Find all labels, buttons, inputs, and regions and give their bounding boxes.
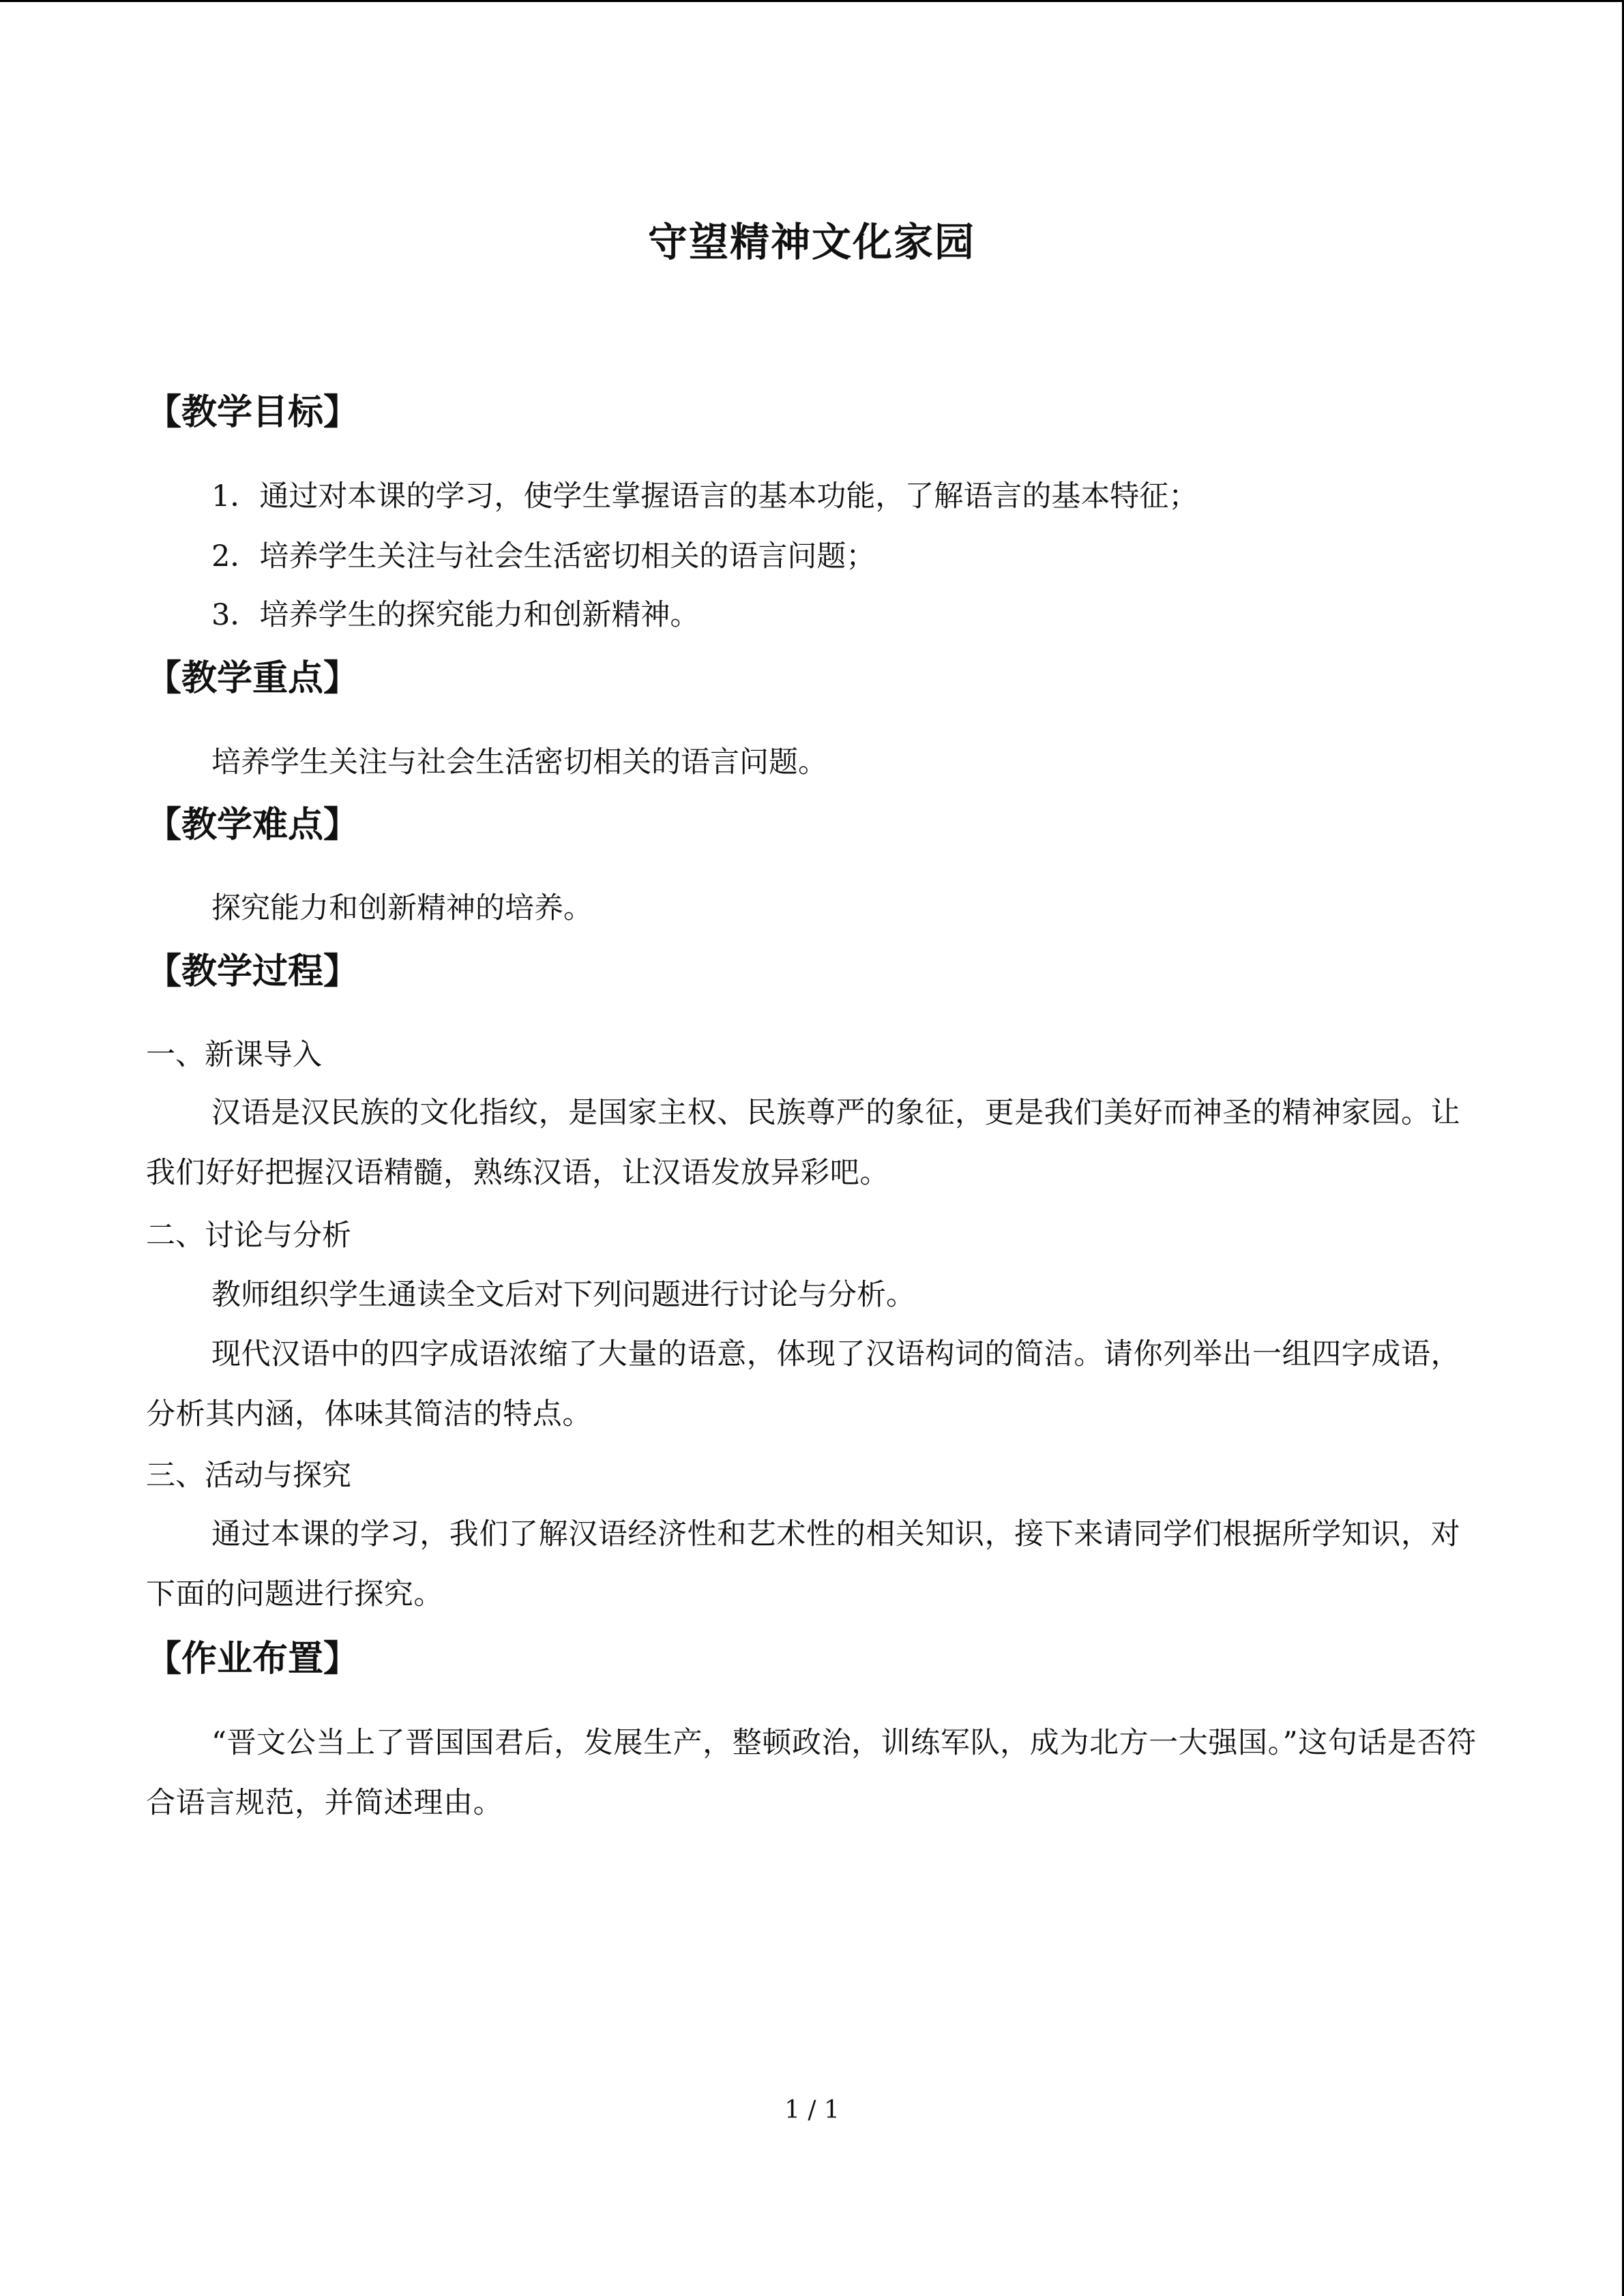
process-step3-text: 通过本课的学习，我们了解汉语经济性和艺术性的相关知识，接下来请同学们根据所学知识，对下面的问题进行探究。 <box>146 1517 1461 1611</box>
process-step1-title: 一、新课导入 <box>146 1038 322 1072</box>
heading-difficulties: 【教学难点】 <box>146 805 359 846</box>
heading-key-points: 【教学重点】 <box>146 658 359 699</box>
process-step1-text: 汉语是汉民族的文化指纹，是国家主权、民族尊严的象征，更是我们美好而神圣的精神家园。让我们好好把握汉语精髓，熟练汉语，让汉语发放异彩吧。 <box>146 1096 1461 1190</box>
objective-item-2: 2．培养学生关注与社会生活密切相关的语言问题； <box>211 539 876 573</box>
difficulties-text: 探究能力和创新精神的培养。 <box>211 891 593 925</box>
heading-homework: 【作业布置】 <box>146 1639 359 1680</box>
process-step2-text2: 现代汉语中的四字成语浓缩了大量的语意，体现了汉语构词的简洁。请你列举出一组四字成语，分析其内涵，体味其简洁的特点。 <box>146 1337 1461 1431</box>
process-step3-title: 三、活动与探究 <box>146 1459 351 1493</box>
heading-process: 【教学过程】 <box>146 951 359 992</box>
page-border-top <box>0 0 1624 2</box>
heading-objectives: 【教学目标】 <box>146 392 359 433</box>
page-number: 1 / 1 <box>784 2096 840 2124</box>
objective-item-3: 3．培养学生的探究能力和创新精神。 <box>211 598 700 632</box>
objective-item-1: 1．通过对本课的学习，使学生掌握语言的基本功能，了解语言的基本特征； <box>211 479 1198 513</box>
homework-text: “晋文公当上了晋国国君后，发展生产，整顿政治，训练军队，成为北方一大强国。”这句话是否符合语言规范，并简述理由。 <box>146 1726 1477 1820</box>
process-step2-text1: 教师组织学生通读全文后对下列问题进行讨论与分析。 <box>211 1278 915 1312</box>
process-step2-title: 二、讨论与分析 <box>146 1219 351 1253</box>
document-title: 守望精神文化家园 <box>647 219 975 265</box>
key-points-text: 培养学生关注与社会生活密切相关的语言问题。 <box>211 745 827 779</box>
